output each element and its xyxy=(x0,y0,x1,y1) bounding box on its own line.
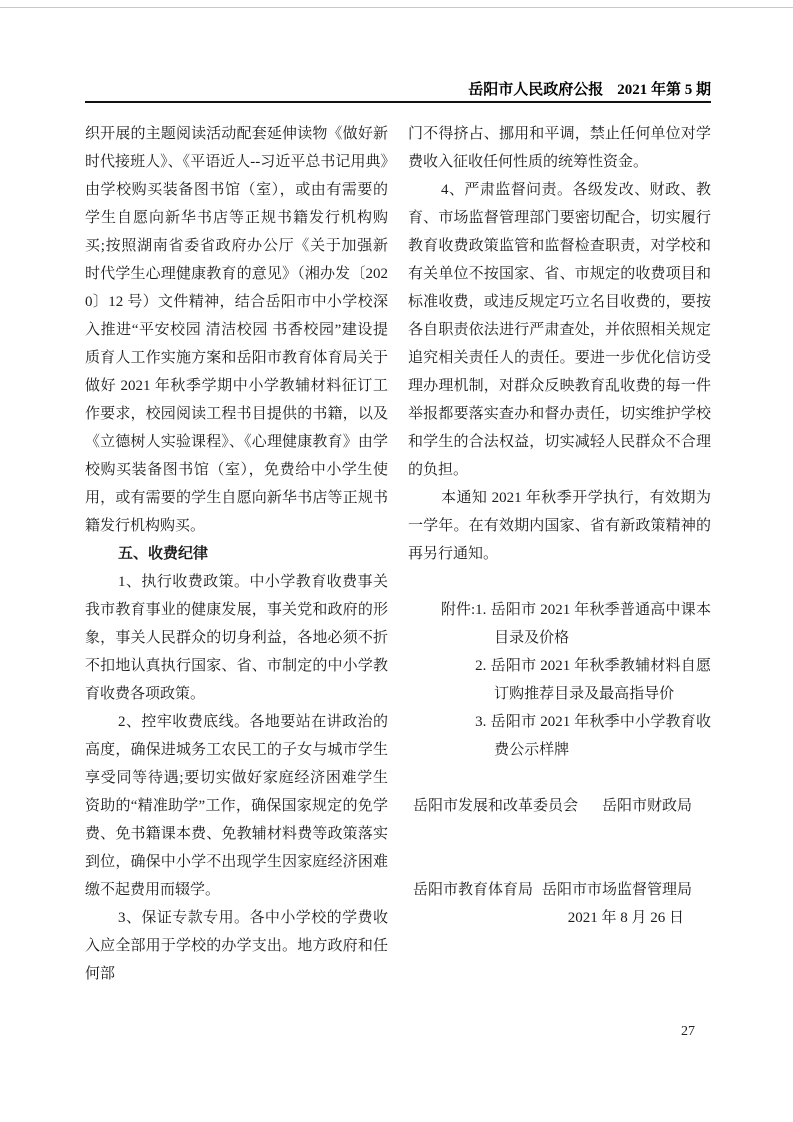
paragraph-item-2: 2、控牢收费底线。各地要站在讲政治的高度，确保进城务工农民工的子女与城市学生享受同等待遇;要切实做好家庭经济困难学生资助的“精准助学”工作，确保国家规定的免学费、免书籍课本费、免教辅材料费等政策落实到位，确保中小学不出现学生因家庭经济困难缴不起费用而辍学。 xyxy=(85,714,388,898)
signature-date: 2021 年 8 月 26 日 xyxy=(567,910,684,926)
signature-agency-finance: 岳阳市财政局 xyxy=(601,798,692,814)
paragraph-continuation-right: 门不得挤占、挪用和平调，禁止任何单位对学费收入征收任何性质的统筹性资金。 xyxy=(408,126,711,170)
signature-agency-education-sports: 岳阳市教育体育局 xyxy=(413,882,534,898)
signature-agency-market-supervision: 岳阳市市场监督管理局 xyxy=(541,882,692,898)
paragraph-notice: 本通知 2021 年秋季开学执行，有效期为一学年。在有效期内国家、省有新政策精神的再另行通知。 xyxy=(408,490,711,562)
left-column xyxy=(85,120,388,988)
attachments-block xyxy=(408,596,711,764)
paragraph-item-4: 4、严肃监督问责。各级发改、财政、教育、市场监督管理部门要密切配合，切实履行教育收费政策监管和监督检查职责，对学校和有关单位不按国家、省、市规定的收费项目和标准收费，或违反规定巧立名目收费的，要按各自职责依法进行严肃查处，并依照相关规定追究相关责任人的责任。要进一步优化信访受理办理机制，对群众反映教育乱收费的每一件举报都要落实查办和督办责任，切实维护学校和学生的合法权益，切实减轻人民群众不合理的负担。 xyxy=(408,182,711,478)
document-body xyxy=(85,120,711,988)
attachments-label: 附件: xyxy=(441,602,476,618)
attachment-item-3 xyxy=(475,708,711,764)
attachment-text-3: 岳阳市 2021 年秋季中小学教育收费公示样牌 xyxy=(490,714,711,758)
paragraph-continuation-left: 织开展的主题阅读活动配套延伸读物《做好新时代接班人》、《平语近人--习近平总书记用典》由学校购买装备图书馆（室），或由有需要的学生自愿向新华书店等正规书籍发行机构购买;按照湖南省委省政府办公厅《关于加强新时代学生心理健康教育的意见》（湘办发〔2020〕12 号）文件精神，结合岳阳市中小学校深入推进“平安校园 清洁校园 书香校园”建设提质育人工作实施方案和岳阳市教育体育局关于做好 2021 年秋季学期中小学教辅材料征订工作要求，校园阅读工程书目提供的书籍，以及《立德树人实验课程》、《心理健康教育》由学校购买装备图书馆（室），免费给中小学生使用，或有需要的学生自愿向新华书店等正规书籍发行机构购买。 xyxy=(85,126,388,534)
attachment-number-3: 3. xyxy=(475,714,487,730)
attachment-text-1: 岳阳市 2021 年秋季普通高中课本目录及价格 xyxy=(490,602,711,646)
gazette-title: 岳阳市人民政府公报 xyxy=(468,82,604,98)
attachment-text-2: 岳阳市 2021 年秋季教辅材料自愿订购推荐目录及最高指导价 xyxy=(490,658,711,702)
paragraph-item-3: 3、保证专款专用。各中小学校的学费收入应全部用于学校的办学支出。地方政府和任何部 xyxy=(85,910,388,982)
header-rule xyxy=(85,101,711,103)
page-header xyxy=(85,78,711,99)
signature-agency-development-reform: 岳阳市发展和改革委员会 xyxy=(413,798,579,814)
section-heading-5: 五、收费纪律 xyxy=(118,546,209,562)
page-number: 27 xyxy=(681,1024,695,1039)
signature-block xyxy=(408,792,711,932)
signature-row-2 xyxy=(413,876,692,904)
paragraph-item-1: 1、执行收费政策。中小学教育收费事关我市教育事业的健康发展，事关党和政府的形象，事关人民群众的切身利益，各地必须不折不扣地认真执行国家、省、市制定的中小学教育收费各项政策。 xyxy=(85,574,388,702)
signature-row-1 xyxy=(413,792,692,820)
attachment-number-1: 1. xyxy=(475,602,487,618)
attachments-list xyxy=(475,596,711,764)
right-column xyxy=(408,120,711,988)
gazette-issue: 2021 年第 5 期 xyxy=(617,82,711,98)
attachment-item-1 xyxy=(475,596,711,652)
attachment-number-2: 2. xyxy=(475,658,487,674)
scan-edge-artifact xyxy=(0,7,793,8)
attachment-item-2 xyxy=(475,652,711,708)
